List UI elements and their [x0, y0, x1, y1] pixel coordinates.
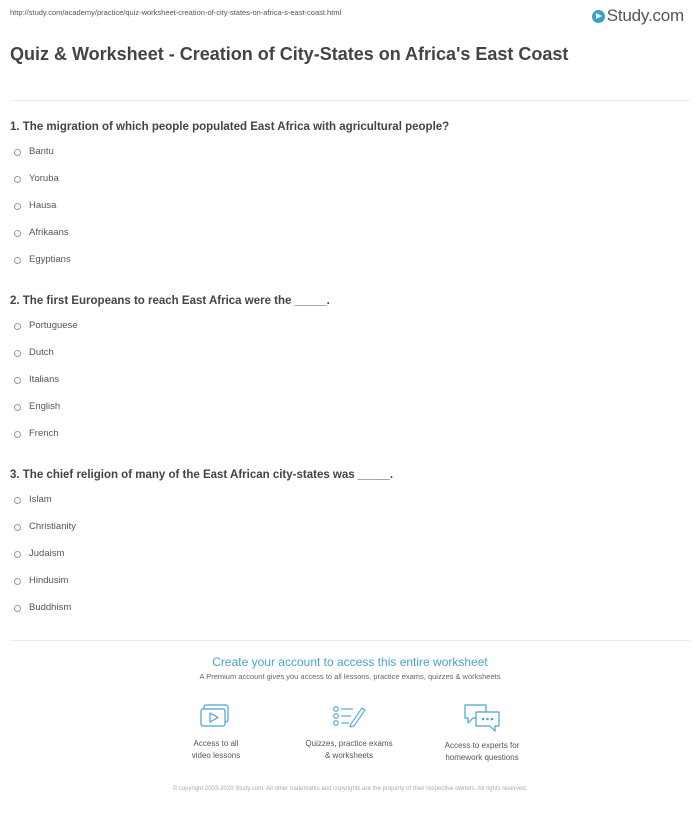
- option-label: Islam: [29, 494, 52, 505]
- feature-quizzes: [289, 702, 409, 762]
- options-list: [10, 320, 650, 455]
- options-list: [10, 494, 650, 629]
- option-portuguese[interactable]: [10, 320, 650, 347]
- option-dutch[interactable]: [10, 347, 650, 374]
- option-bantu[interactable]: [10, 146, 650, 173]
- question-2: [10, 293, 650, 455]
- feature-text: [422, 740, 542, 764]
- option-label: Christianity: [29, 521, 76, 532]
- radio-icon[interactable]: [14, 323, 21, 330]
- option-label: Hindusim: [29, 575, 69, 586]
- radio-icon[interactable]: [14, 524, 21, 531]
- question-text: 2. The first Europeans to reach East Africa were the _____.: [10, 295, 330, 307]
- feature-text: [289, 738, 409, 762]
- question-3: [10, 467, 650, 629]
- option-judaism[interactable]: [10, 548, 650, 575]
- options-list: [10, 146, 650, 281]
- radio-icon[interactable]: [14, 203, 21, 210]
- option-buddhism[interactable]: [10, 602, 650, 629]
- feature-line-2: & worksheets: [324, 751, 374, 760]
- feature-line-1: Access to all: [193, 739, 239, 748]
- study-logo[interactable]: [592, 6, 684, 26]
- option-yoruba[interactable]: [10, 173, 650, 200]
- radio-icon[interactable]: [14, 377, 21, 384]
- option-label: French: [29, 428, 59, 439]
- radio-icon[interactable]: [14, 431, 21, 438]
- radio-icon[interactable]: [14, 350, 21, 357]
- copyright-text: © copyright 2003-2020 Study.com. All other trademarks and copyrights are the property of their respective owners. All rights reserved.: [172, 786, 528, 792]
- play-logo-icon: [592, 10, 605, 23]
- option-french[interactable]: [10, 428, 650, 455]
- option-label: Buddhism: [29, 602, 72, 613]
- radio-icon[interactable]: [14, 578, 21, 585]
- feature-text: [156, 738, 276, 762]
- option-christianity[interactable]: [10, 521, 650, 548]
- top-bar: [10, 6, 690, 26]
- question-text: 1. The migration of which people populated East Africa with agricultural people?: [10, 121, 450, 133]
- radio-icon[interactable]: [14, 404, 21, 411]
- radio-icon[interactable]: [14, 551, 21, 558]
- option-label: Bantu: [29, 146, 54, 157]
- title-divider: [10, 100, 690, 101]
- option-label: Portuguese: [29, 320, 78, 331]
- question-1: [10, 119, 650, 281]
- page-url: http://study.com/academy/practice/quiz-worksheet-creation-of-city-states-on-africa-s-east-coast.html: [10, 8, 342, 17]
- option-hausa[interactable]: [10, 200, 650, 227]
- option-label: Yoruba: [29, 173, 59, 184]
- feature-line-1: Quizzes, practice exams: [305, 739, 393, 748]
- option-label: Hausa: [29, 200, 57, 211]
- option-label: Egyptians: [29, 254, 71, 265]
- option-label: Judaism: [29, 548, 65, 559]
- feature-line-1: Access to experts for: [444, 741, 520, 750]
- option-english[interactable]: [10, 401, 650, 428]
- option-label: Italians: [29, 374, 60, 385]
- radio-icon[interactable]: [14, 149, 21, 156]
- feature-line-2: video lessons: [191, 751, 241, 760]
- page-title: Quiz & Worksheet - Creation of City-States on Africa's East Coast: [10, 44, 569, 64]
- logo-text: Study.com: [606, 6, 684, 25]
- option-label: Afrikaans: [29, 227, 69, 238]
- option-italians[interactable]: [10, 374, 650, 401]
- feature-experts: [422, 702, 542, 764]
- cta-title-link[interactable]: Create your account to access this entire worksheet: [212, 655, 488, 669]
- radio-icon[interactable]: [14, 176, 21, 183]
- cta-divider: [10, 640, 690, 641]
- radio-icon[interactable]: [14, 605, 21, 612]
- radio-icon[interactable]: [14, 230, 21, 237]
- video-icon: [199, 702, 233, 732]
- radio-icon[interactable]: [14, 257, 21, 264]
- option-label: English: [29, 401, 61, 412]
- chat-icon: [462, 702, 502, 734]
- radio-icon[interactable]: [14, 497, 21, 504]
- option-label: Dutch: [29, 347, 54, 358]
- question-text: 3. The chief religion of many of the East African city-states was _____.: [10, 469, 394, 481]
- option-hindusim[interactable]: [10, 575, 650, 602]
- option-egyptians[interactable]: [10, 254, 650, 281]
- feature-line-2: homework questions: [445, 753, 519, 762]
- cta-subtitle: A Premium account gives you access to all lessons, practice exams, quizzes & worksheets: [199, 672, 501, 681]
- feature-video-lessons: [156, 702, 276, 762]
- option-islam[interactable]: [10, 494, 650, 521]
- cta-section: [0, 655, 700, 681]
- option-afrikaans[interactable]: [10, 227, 650, 254]
- quiz-list-icon: [331, 702, 367, 732]
